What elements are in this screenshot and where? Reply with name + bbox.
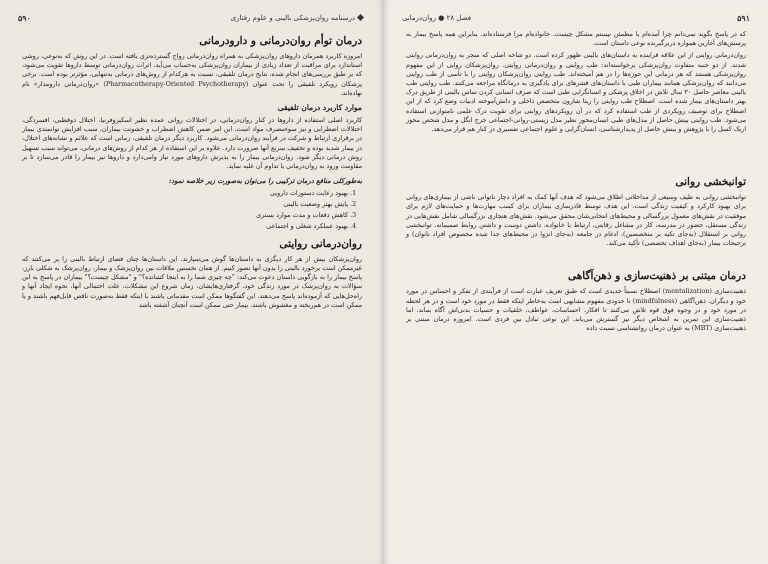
list-item: 1. بهبود رعایت دستورات دارویی — [22, 189, 348, 198]
paragraph-mentalization: ذهنیت‌سازی (mentalization) اصطلاح نسبتاً جدیدی است که طبق تعریف عبارت است از فرآیندی از تفکر و احساس در مورد خود و دیگران. ذهن‌آگاهی (mindfulness) تا حدودی مفهوم مشابهی است به‌خاطر اینکه فقط در مورد خود است و در هر لحظه در مورد خود و در وجوه فوق قوه تلاش می‌کنند تا افکار، احساسات، عواطف، خلقیات و حسیات بدنی‌اش آگاه بماند. اما ذهنیت‌سازی این تمرین به اشخاص دیگر نیز گسترش می‌یابد. این نوعی تبادل بین فردی است. امروزه درمان مبتنی بر ذهنیت‌سازی (MBT) به عنوان درمان روانشناسی نسبت داده — [406, 287, 747, 333]
heading-narrative-therapy: روان‌درمانی روایتی — [279, 237, 362, 250]
right-page-header — [402, 10, 750, 26]
paragraph-top-1: که در پاسخ بگوید نمی‌دانم چرا آمده‌ام یا مطمئن نیستم مشکل چیست. خانواده‌ام مرا فرستاده‌اند. بنابراین همه پاسخ بیمار به پرسش‌های آغازین همواره دربرگیرنده نوعی داستان است. — [406, 30, 746, 48]
right-page-number: ۵۹۱ — [737, 13, 750, 23]
paragraph-rehabilitation: توانبخشی روانی به طیف وسیعی از مداخلاتی اطلاق می‌شود که هدف آنها کمک به افراد دچار ناتوانی ناشی از بیماری‌های روانی برای بهبود کارکرد و کیفیت زندگی است. این هدف توسط قادرسازی بیماران برای کسب مهارت‌ها و حمایت‌های لازم برای موفقیت در نقش‌های معمول بزرگسالی و محیط‌های انتخابی‌شان محقق می‌شود. نقش‌های هنجاری بزرگسالی شامل نقش‌هایی در زندگی مستقل، حضور در مدرسه، کار در مشاغل رقابتی، ارتباط با خانواده، داشتن دوست و داشتن روابط صمیمانه. توانبخشی روانی بر استقلال (به‌جای تکیه بر متخصصین)، ادغام در جامعه (به‌جای انزوا در محیط‌های جدا شده مخصوص افراد ناتوان) و ترجیحات بیمار (به‌جای اهداف تخصصی) تأکید می‌کند. — [406, 193, 746, 248]
benefits-intro: به‌طورکلی منافع درمان ترکیبی را می‌توان به‌صورت زیر خلاصه نمود: — [168, 177, 362, 186]
list-item: 2. پایش بهتر وضعیت بالینی — [22, 200, 348, 209]
heading-combined-therapy: درمان توأم روان‌درمانی و دارودرمانی — [199, 35, 362, 47]
heading-psychiatric-rehabilitation: توانبخشی روانی — [675, 176, 746, 189]
spacer — [406, 137, 746, 171]
list-item: 4. بهبود عملکرد شغلی و اجتماعی — [22, 222, 348, 231]
right-header-title: فصل ۲۸ ● روان‌درمانی — [402, 14, 472, 22]
right-page — [384, 0, 768, 564]
subheading-indications: موارد کاربرد درمان تلفیقی — [277, 103, 362, 113]
right-page-content — [406, 30, 746, 554]
left-page-content — [22, 30, 362, 554]
list-item: 3. کاهش دفعات و مدت موارد بستری — [22, 211, 348, 220]
left-page-header — [18, 10, 366, 26]
paragraph-narrative-therapy: روان‌پزشکان بیش از هر کار دیگری به داستان‌ها گوش می‌سپارند. این داستان‌ها چنان فضای ارتباط بالینی را پر می‌کنند که غیرممکن است برخورد بالینی را بدون آنها تصور کنیم. از همان نخستین ملاقات بین روان‌پزشک و بیمار، روان‌پزشک به شکلی بارز، پاسخ بیمار را به بازگویی داستان دعوت می‌کند: "چه چیزی شما را به اینجا کشانده؟" و "مشکل چیست؟" بیماران در پاسخ به این سؤالات به روان‌پزشک در مورد زندگی خود، گرفتاری‌هایشان، زمان شروع این مشکلات، علت احتمالی آنها، نحوه ایجاد آنها و راه‌حل‌هایی که آزموده‌اند پاسخ می‌دهند. این گفتگوها ممکن است مقدماتی باشند یا اینکه فقط به‌صورت ناقص قابل‌فهم باشند و یا ممکن است در هم‌ریخته و مغشوش باشند. بیمار حتی ممکن است آنچنان آشفته باشد — [22, 254, 362, 309]
english-term: (Pharmacotherapy-Oriented Psychotherapy) — [103, 79, 249, 88]
bullet-icon — [357, 14, 364, 21]
paragraph-indications: کاربرد اصلی استفاده از داروها در کنار روان‌درمانی، در اختلالات روانی عمده نظیر اسکیزوفرنیا، اختلال دوقطبی، افسردگی، اختلالات اضطرابی و نیز سوءمصرف مواد است. این امر ضمن کاهش اضطراب و خشونت بیماران، سبب افزایش توانمندی بیمار در برقراری ارتباط و شرکت در فرآیند روان‌درمانی می‌شود. کاربرد دیگر درمان تلفیقی، زمانی است که علائم و نشانه‌های اختلال، در بیمار شدید بوده و تخفیف سریع آنها ضرورت دارد. علاوه بر این استفاده از هر کدام از روش‌های درمانی، می‌تواند سبب تسهیل روش درمانی دیگر شود. روان‌درمانی بیمار را به پذیرش داروهای مورد نیاز وامی‌دارد و داروها نیز بیمار را قادر می‌سازد تا بر مقاومت ورود به روان‌درمانی یا تداوم آن غلبه نماید. — [22, 116, 362, 171]
spacer — [406, 251, 746, 265]
left-header-title: درسنامه روان‌پزشکی بالینی و علوم رفتاری — [231, 14, 366, 22]
paragraph-top-2: روان‌درمانی روایتی از این علاقه فزاینده به داستان‌های بالینی ظهور کرده است. دو شاخه اصلی که منجر به روان‌درمانی روایتی شدند. از دو جنبه متفاوت روان‌پزشکی برخواسته‌اند: طب روایتی و روان‌درمانی روایتی. روان‌پزشکان روایی از این مفهوم روان‌پزشکی هستند که هر درمانی این حوزه‌ها را در هم آمیخته‌اند. طب روایتی روان‌پزشکان روایتی را با تأسی از طب روایتی می‌دانند که روان‌پزشکی همانند بیماران طبی با داستان‌های قشرهای برای یادگیری به درمانگاه مراجعه می‌کنند. طب روایتی طب بالینی معاصر حاصل ۳۰ سال تلاش در اخلاق پزشکی و انسانگرایی طبی است که صرف انسانی کردن تماس بالینی از طریق درک بهتر داستان‌های بیمار شده است. اصطلاح طب روایتی را ریتا شارون متخصص داخلی و دانش‌آموخته ادبیات وضع کرد که از این اصطلاح برای توصیف رویکردی از طب استفاده کرد که در آن رویکردهای روایتی برای تقویت درک علمی نامتوازنی استفاده می‌شود. طب روایتی بینش حاصل از مدل‌های طبی انسان‌محور نظیر مدل زیستی-روانی-اجتماعی جرج انگل و مدل شخص محور اریک کسل را با پژوهش و بینش حاصل از پدیدارشناسی، انسان‌گرایی و علوم اجتماعی تفسیری در کنار هم قرار می‌دهد. — [406, 51, 746, 134]
paragraph-combined-therapy: امروزه کاربرد همزمان داروهای روان‌پزشکی به همراه روان‌درمانی رواج گسترده‌تری یافته است. در این روش که به‌نوعی، روشی استاندارد برای مراقبت از تعداد زیادی از بیماران روان‌پزشکی به‌حساب می‌آید، اثرات روان‌درمانی توسط داروها تقویت می‌شود، که بر طبق بررسی‌های انجام شده، نتایج درمان تلفیقی، نسبت به هرکدام از روش‌های درمانی به‌تنهایی، مؤثرتر بوده است. برخی پزشکان رویکرد تلفیقی را تحت عنوان (Pharmacotherapy-Oriented Psychotherapy) «روان‌درمانی دارومدار» نام نهاده‌اند. — [22, 52, 362, 97]
benefits-list — [22, 189, 362, 230]
heading-mentalization: درمان مبتنی بر ذهنیت‌سازی و ذهن‌آگاهی — [568, 270, 746, 283]
left-page-number: ۵۹۰ — [18, 13, 31, 23]
